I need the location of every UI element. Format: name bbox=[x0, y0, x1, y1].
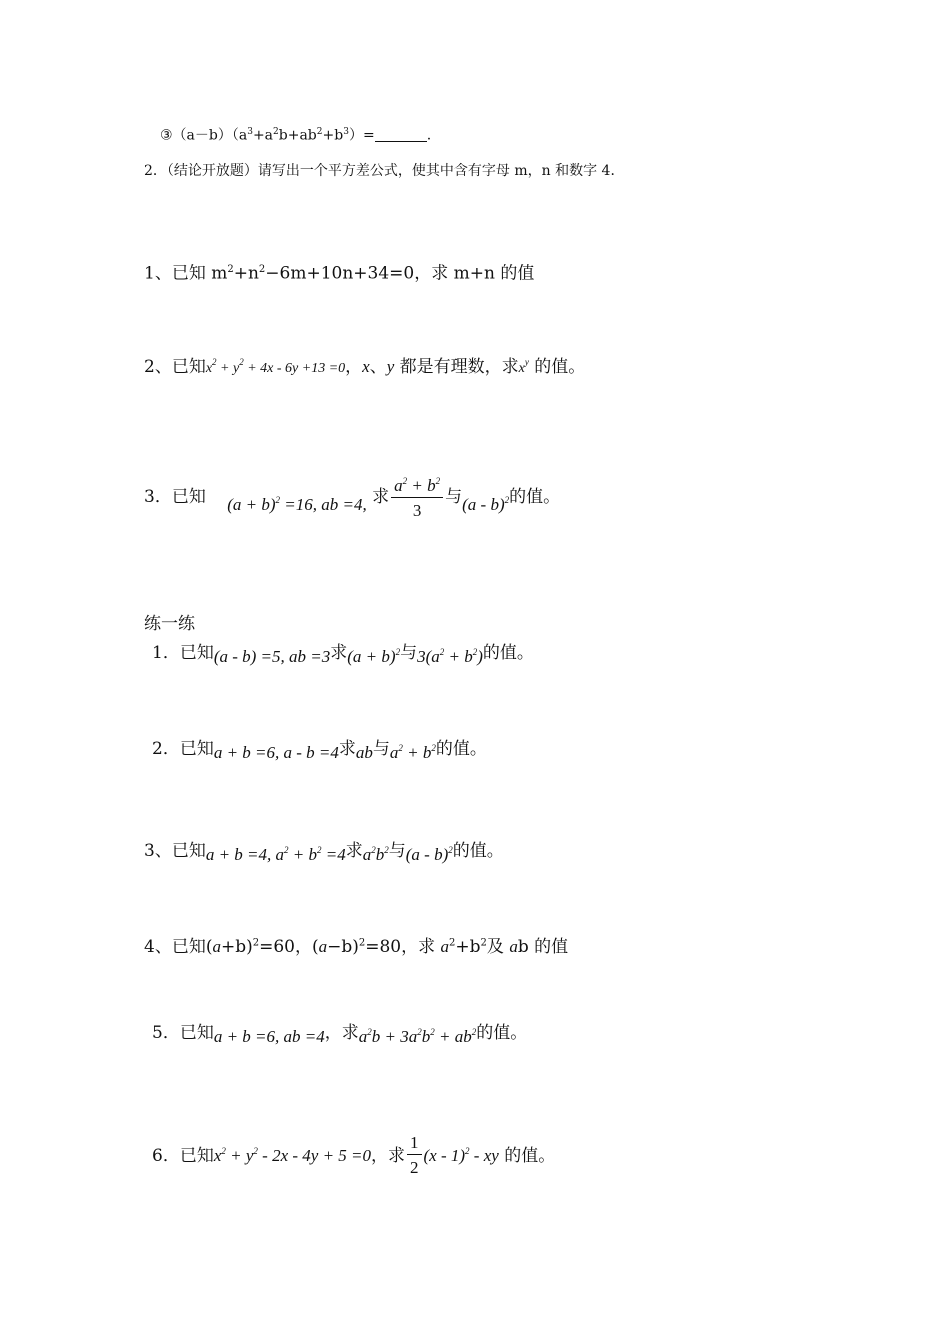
problem-1: 1、已知 $m^2+n^2-6m+10n+34=0$，求 m+n 的值 bbox=[144, 263, 535, 284]
section-title: 练一练 bbox=[144, 614, 195, 634]
answer-blank[interactable] bbox=[375, 141, 427, 142]
open-question-2: 2．（结论开放题）请写出一个平方差公式，使其中含有字母 m，n 和数字 4． bbox=[144, 163, 625, 179]
fraction: $\frac{a^2 + b^2}{3}$ bbox=[391, 477, 443, 519]
condition-expression: $(a + b)^2 =16$, ab =4, bbox=[227, 495, 367, 514]
problem-2: 2、已知$x^2 + y^2 + 4x - 6y +13 =0$，x、y 都是有理数，求$x^y$ 的值。 bbox=[144, 357, 586, 377]
fill-blank-item-3: $③(a-b)(a^3+a^2b+ab^2+b^3)=$ . bbox=[160, 127, 432, 144]
exercise-5: 5．已知a + b =6, ab =4，求$a^2b + 3a^2b^2 + ab^2$的值。 bbox=[152, 1023, 528, 1046]
problem-3: 3．已知 $(a + b)^2 =16$, ab =4, 求 $\frac{a^2 + b^2}{3}$ 与(a - b)$^2$的值。 bbox=[144, 476, 561, 520]
exercise-4: 4、已知$(a+b)^2=60$，$(a-b)^2=80$，求 $a^2+b^2$及 ab 的值 bbox=[144, 937, 569, 957]
exercise-6: 6．已知$x^2 + y^2 - 2x - 4y + 5 =0$，求 $\frac{1}{2}$ (x - 1)$^2$ - xy 的值。 bbox=[152, 1133, 556, 1177]
fraction-one-half: $\frac{1}{2}$ bbox=[407, 1134, 422, 1176]
equation: $x^2 + y^2 + 4x - 6y +13 =0$ bbox=[205, 357, 346, 376]
exercise-2: 2．已知a + b =6, a - b =4求ab与$a^2 + b^2$的值。 bbox=[152, 739, 487, 762]
exercise-1: 1．已知(a - b) =5, ab =3求$(a + b)^2$与$3(a^2 + b^2)$的值。 bbox=[152, 643, 534, 666]
exercise-3: 3、已知a + b =4, $a^2 + b^2 =4$求$a^2b^2$与(a - b)$^2$的值。 bbox=[144, 841, 504, 864]
